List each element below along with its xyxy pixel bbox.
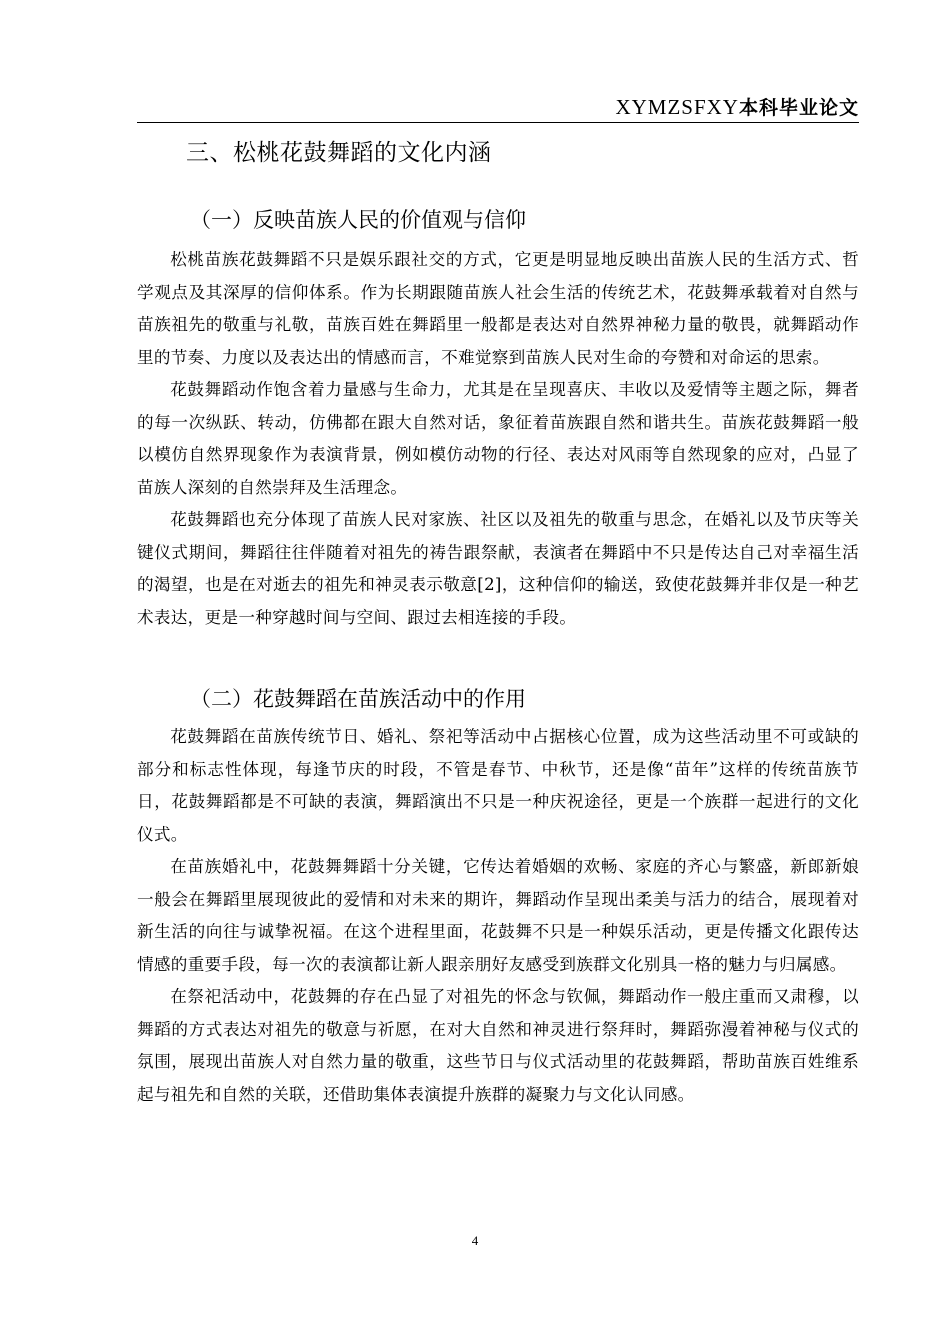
running-header [137, 92, 859, 122]
page-number: 4 [471, 1233, 479, 1248]
paragraph: 花鼓舞蹈也充分体现了苗族人民对家族、社区以及祖先的敬重与思念，在婚礼以及节庆等关键仪式期间，舞蹈往往伴随着对祖先的祷告跟祭献，表演者在舞蹈中不只是传达自己对幸福生活的渴望，也是在对逝去的祖先和神灵表示敬意[2]，这种信仰的输送，致使花鼓舞并非仅是一种艺术表达，更是一种穿越时间与空间、跟过去相连接的手段。 [137, 510, 859, 627]
body-content [137, 133, 859, 1111]
header-title: 本科毕业论文 [738, 97, 859, 119]
paragraph: 花鼓舞蹈动作饱含着力量感与生命力，尤其是在呈现喜庆、丰收以及爱情等主题之际，舞者的每一次纵跃、转动，仿佛都在跟大自然对话，象征着苗族跟自然和谐共生。苗族花鼓舞蹈一般以模仿自然界现象作为表演背景，例如模仿动物的行径、表达对风雨等自然现象的应对，凸显了苗族人深刻的自然崇拜及生活理念。 [137, 380, 859, 497]
chapter-title: 三、松桃花鼓舞蹈的文化内涵 [186, 140, 492, 166]
paragraph: 在苗族婚礼中，花鼓舞舞蹈十分关键，它传达着婚姻的欢畅、家庭的齐心与繁盛，新郎新娘一般会在舞蹈里展现彼此的爱情和对未来的期许，舞蹈动作呈现出柔美与活力的结合，展现着对新生活的向往与诚挚祝福。在这个进程里面，花鼓舞不只是一种娱乐活动，更是传播文化跟传达情感的重要手段，每一次的表演都让新人跟亲朋好友感受到族群文化别具一格的魅力与归属感。 [137, 857, 859, 974]
header-rule [137, 122, 859, 123]
paragraph: 花鼓舞蹈在苗族传统节日、婚礼、祭祀等活动中占据核心位置，成为这些活动里不可或缺的部分和标志性体现，每逢节庆的时段，不管是春节、中秋节，还是像“苗年”这样的传统苗族节日，花鼓舞蹈都是不可缺的表演，舞蹈演出不只是一种庆祝途径，更是一个族群一起进行的文化仪式。 [137, 727, 859, 844]
section-heading: （一）反映苗族人民的价值观与信仰 [190, 208, 526, 232]
header-code: XYMZSFXY [615, 95, 739, 119]
section-heading: （二）花鼓舞蹈在苗族活动中的作用 [190, 687, 526, 711]
paragraph: 在祭祀活动中，花鼓舞的存在凸显了对祖先的怀念与钦佩，舞蹈动作一般庄重而又肃穆，以舞蹈的方式表达对祖先的敬意与祈愿，在对大自然和神灵进行祭拜时，舞蹈弥漫着神秘与仪式的氛围，展现出苗族人对自然力量的敬重，这些节日与仪式活动里的花鼓舞蹈，帮助苗族百姓维系起与祖先和自然的关联，还借助集体表演提升族群的凝聚力与文化认同感。 [137, 987, 859, 1104]
paragraph: 松桃苗族花鼓舞蹈不只是娱乐跟社交的方式，它更是明显地反映出苗族人民的生活方式、哲学观点及其深厚的信仰体系。作为长期跟随苗族人社会生活的传统艺术，花鼓舞承载着对自然与苗族祖先的敬重与礼敬，苗族百姓在舞蹈里一般都是表达对自然界神秘力量的敬畏，就舞蹈动作里的节奏、力度以及表达出的情感而言，不难觉察到苗族人民对生命的夸赞和对命运的思索。 [137, 250, 859, 367]
